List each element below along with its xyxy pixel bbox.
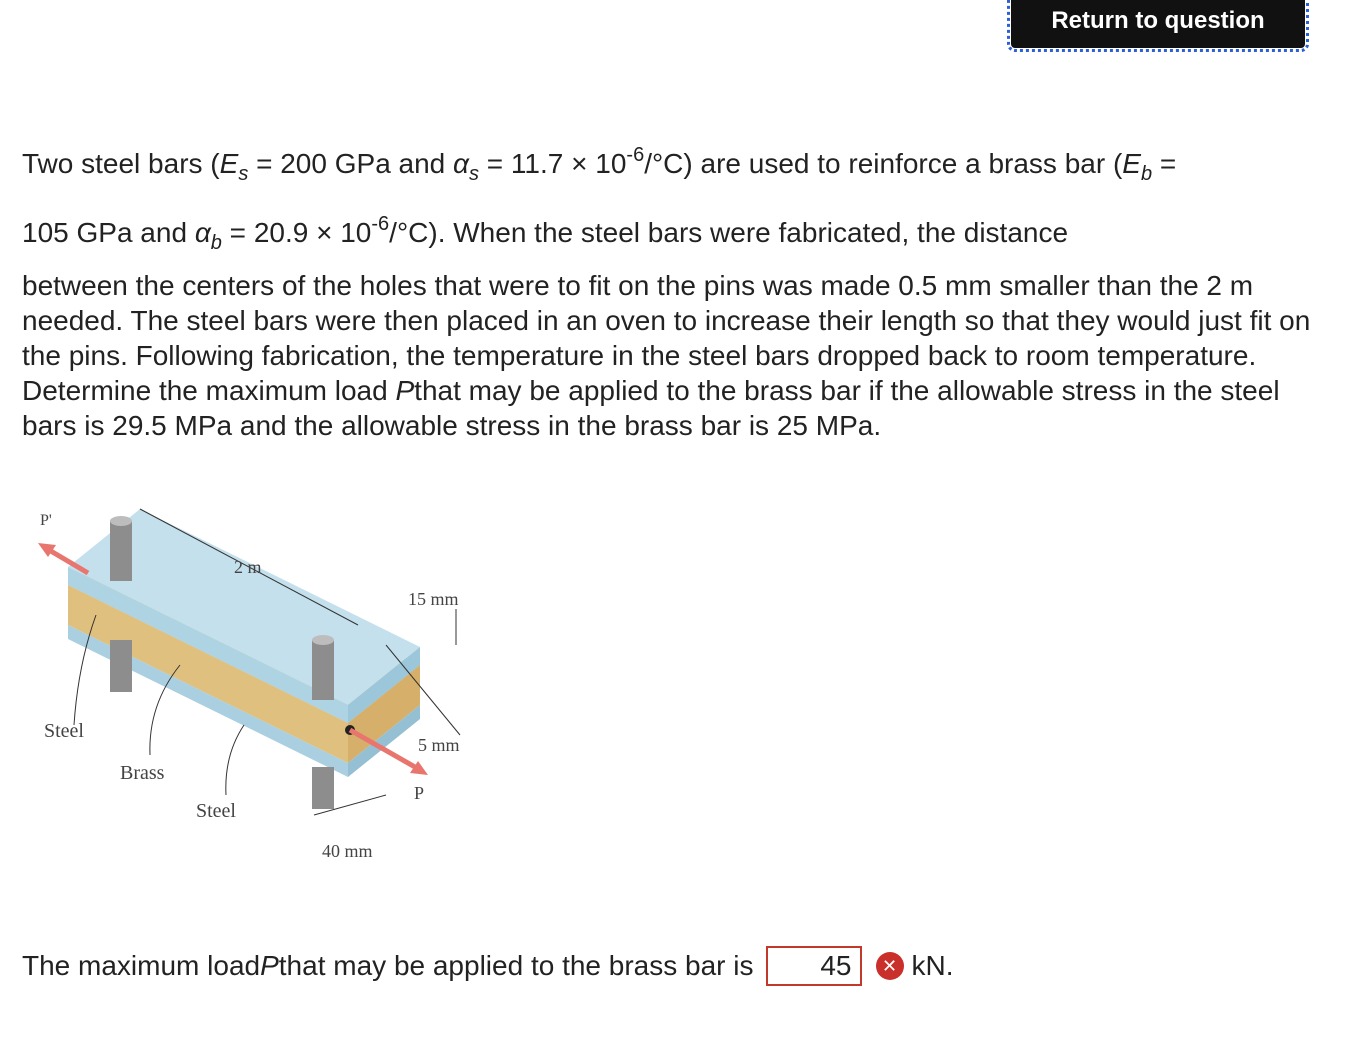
label-steel-left: Steel <box>44 720 84 742</box>
label-two-m: 2 m <box>234 557 262 577</box>
label-five-mm: 5 mm <box>418 735 460 755</box>
label-brass: Brass <box>120 762 165 784</box>
units-label: kN. <box>911 950 954 981</box>
label-forty-mm: 40 mm <box>322 841 373 861</box>
pin-right-bottom <box>312 767 334 809</box>
answer-line: The maximum load P that may be applied to the brass bar is 45 ✕ kN. <box>22 942 954 990</box>
problem-line-2: 105 GPa and $\alpha_b = 20.9 \times 10^{-6}/^\circ C$). When the steel bars were fabricated, the distance <box>22 213 1069 254</box>
label-p-prime: P' <box>40 512 52 529</box>
problem-statement <box>22 130 1312 443</box>
answer-input[interactable] <box>766 946 862 986</box>
pin-left-bottom <box>110 640 132 692</box>
problem-body: between the centers of the holes that were to fit on the pins was made 0.5 mm smaller than the 2 m needed. The steel bars were then placed in an oven to increase their length so that they would just fit on the pins. Following fabrication, the temperature in the steel bars dropped back to room temperature. Determine the maximum load Pthat may be applied to the brass bar if the allowable stress in the steel bars is 29.5 MPa and the allowable stress in the brass bar is 25 MPa. <box>22 270 1311 441</box>
problem-line-1: Two steel bars ($E_s = 200$ GPa and $\alpha_s = 11.7 \times 10^{-6}/^\circ C$) are used to reinforce a brass bar ($E_b$ = <box>22 144 1177 185</box>
pin-right-top <box>312 640 334 700</box>
label-p: P <box>414 783 425 803</box>
bar-assembly-figure <box>30 505 500 875</box>
label-steel-bottom: Steel <box>196 800 236 822</box>
pin-left-top <box>110 521 132 581</box>
wrong-icon: ✕ <box>876 952 904 980</box>
label-fifteen-mm: 15 mm <box>408 589 459 609</box>
return-to-question-button[interactable]: Return to question <box>1011 0 1305 48</box>
